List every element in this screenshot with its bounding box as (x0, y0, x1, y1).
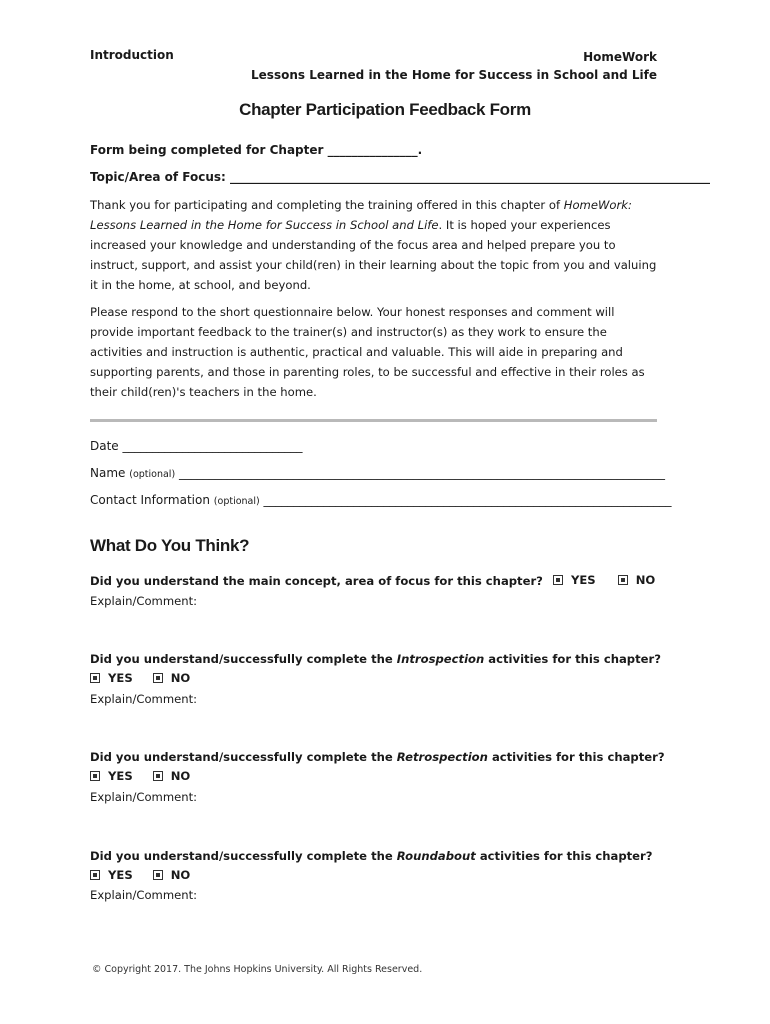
no-label: NO (170, 769, 191, 783)
name-optional-note: (optional) (129, 469, 176, 480)
yes-option[interactable] (90, 671, 133, 685)
instructions-paragraph: Please respond to the short questionnaire below. Your honest responses and comment will provide important feedback to the trainer(s) and instructor(s) as they work to ensure the activities and instruction is authentic, practical and valuable. This will aide in preparing and supporting parents, and those in parenting roles, to be successful and effective in their roles as their child(ren)'s teachers in the home. (90, 305, 645, 399)
contact-label: Contact Information (90, 493, 210, 507)
no-option[interactable] (153, 671, 191, 685)
chapter-field[interactable]: Form being completed for Chapter _______________. (90, 143, 423, 157)
no-label: NO (635, 573, 656, 587)
question-text-post: activities for this chapter? (487, 750, 665, 764)
book-title-italic: HomeWork: Lessons Learned in the Home for Success in School and Life (90, 198, 632, 232)
contact-field[interactable] (90, 493, 672, 507)
date-field[interactable] (90, 439, 303, 453)
form-title: Chapter Participation Feedback Form (239, 100, 531, 119)
yes-label: YES (570, 573, 596, 587)
answer-options (90, 868, 190, 883)
contact-optional-note: (optional) (213, 496, 260, 507)
header-section-label: Introduction (90, 48, 174, 62)
checkbox-icon[interactable] (553, 575, 563, 585)
yes-option[interactable] (90, 868, 133, 882)
no-label: NO (170, 671, 191, 685)
no-option[interactable] (618, 573, 656, 587)
question-text-post: activities for this chapter? (484, 652, 661, 666)
checkbox-icon[interactable] (90, 870, 100, 880)
activity-name: Roundabout (396, 849, 476, 863)
date-line[interactable]: ______________________________ (122, 439, 303, 453)
question-retrospection (90, 750, 665, 764)
answer-options (90, 769, 190, 784)
copyright-footer: © Copyright 2017. The Johns Hopkins University. All Rights Reserved. (92, 964, 423, 975)
intro-paragraph (90, 195, 660, 295)
explain-comment-label: Explain/Comment: (90, 790, 198, 804)
explain-comment-label: Explain/Comment: (90, 692, 198, 706)
header-book-subtitle: Lessons Learned in the Home for Success in School and Life (251, 68, 657, 82)
no-option[interactable] (153, 769, 191, 783)
topic-field[interactable]: Topic/Area of Focus: ________________________________________________________________________________ (90, 170, 711, 184)
section-heading: What Do You Think? (90, 536, 250, 555)
section-divider (90, 419, 657, 422)
no-option[interactable] (153, 868, 191, 882)
intro-text-start: Thank you for participating and completing the training offered in this chapter of (90, 198, 564, 212)
yes-option[interactable] (90, 769, 133, 783)
date-label: Date (90, 439, 119, 453)
header-book-name: HomeWork (583, 50, 657, 64)
answer-options (90, 671, 190, 686)
explain-comment-label: Explain/Comment: (90, 594, 198, 608)
checkbox-icon[interactable] (618, 575, 628, 585)
question-introspection (90, 652, 661, 666)
intro-text-end: . It is hoped your experiences increased your knowledge and understanding of the focus area and helped prepare you to instruct, support, and assist your child(ren) in their learning about the topic from you and valuing it in the home, at school, and beyond. (90, 218, 657, 292)
checkbox-icon[interactable] (153, 870, 163, 880)
checkbox-icon[interactable] (153, 771, 163, 781)
question-text: Did you understand the main concept, area of focus for this chapter? (90, 574, 543, 588)
no-label: NO (170, 868, 191, 882)
question-text-pre: Did you understand/successfully complete the (90, 750, 397, 764)
question-main-concept (90, 573, 655, 588)
yes-option[interactable] (553, 573, 596, 587)
question-roundabout (90, 849, 652, 863)
question-text-post: activities for this chapter? (475, 849, 653, 863)
name-line[interactable]: _________________________________________________________________________________ (178, 466, 665, 480)
checkbox-icon[interactable] (153, 673, 163, 683)
name-label: Name (90, 466, 126, 480)
checkbox-icon[interactable] (90, 771, 100, 781)
header-book-title (251, 48, 657, 84)
name-field[interactable] (90, 466, 665, 480)
yes-label: YES (108, 671, 133, 685)
activity-name: Introspection (396, 652, 485, 666)
question-text-pre: Did you understand/successfully complete the (90, 849, 397, 863)
contact-line[interactable]: ____________________________________________________________________ (263, 493, 672, 507)
question-text-pre: Did you understand/successfully complete the (90, 652, 397, 666)
activity-name: Retrospection (396, 750, 488, 764)
checkbox-icon[interactable] (90, 673, 100, 683)
yes-label: YES (108, 868, 133, 882)
explain-comment-label: Explain/Comment: (90, 888, 198, 902)
yes-label: YES (108, 769, 133, 783)
